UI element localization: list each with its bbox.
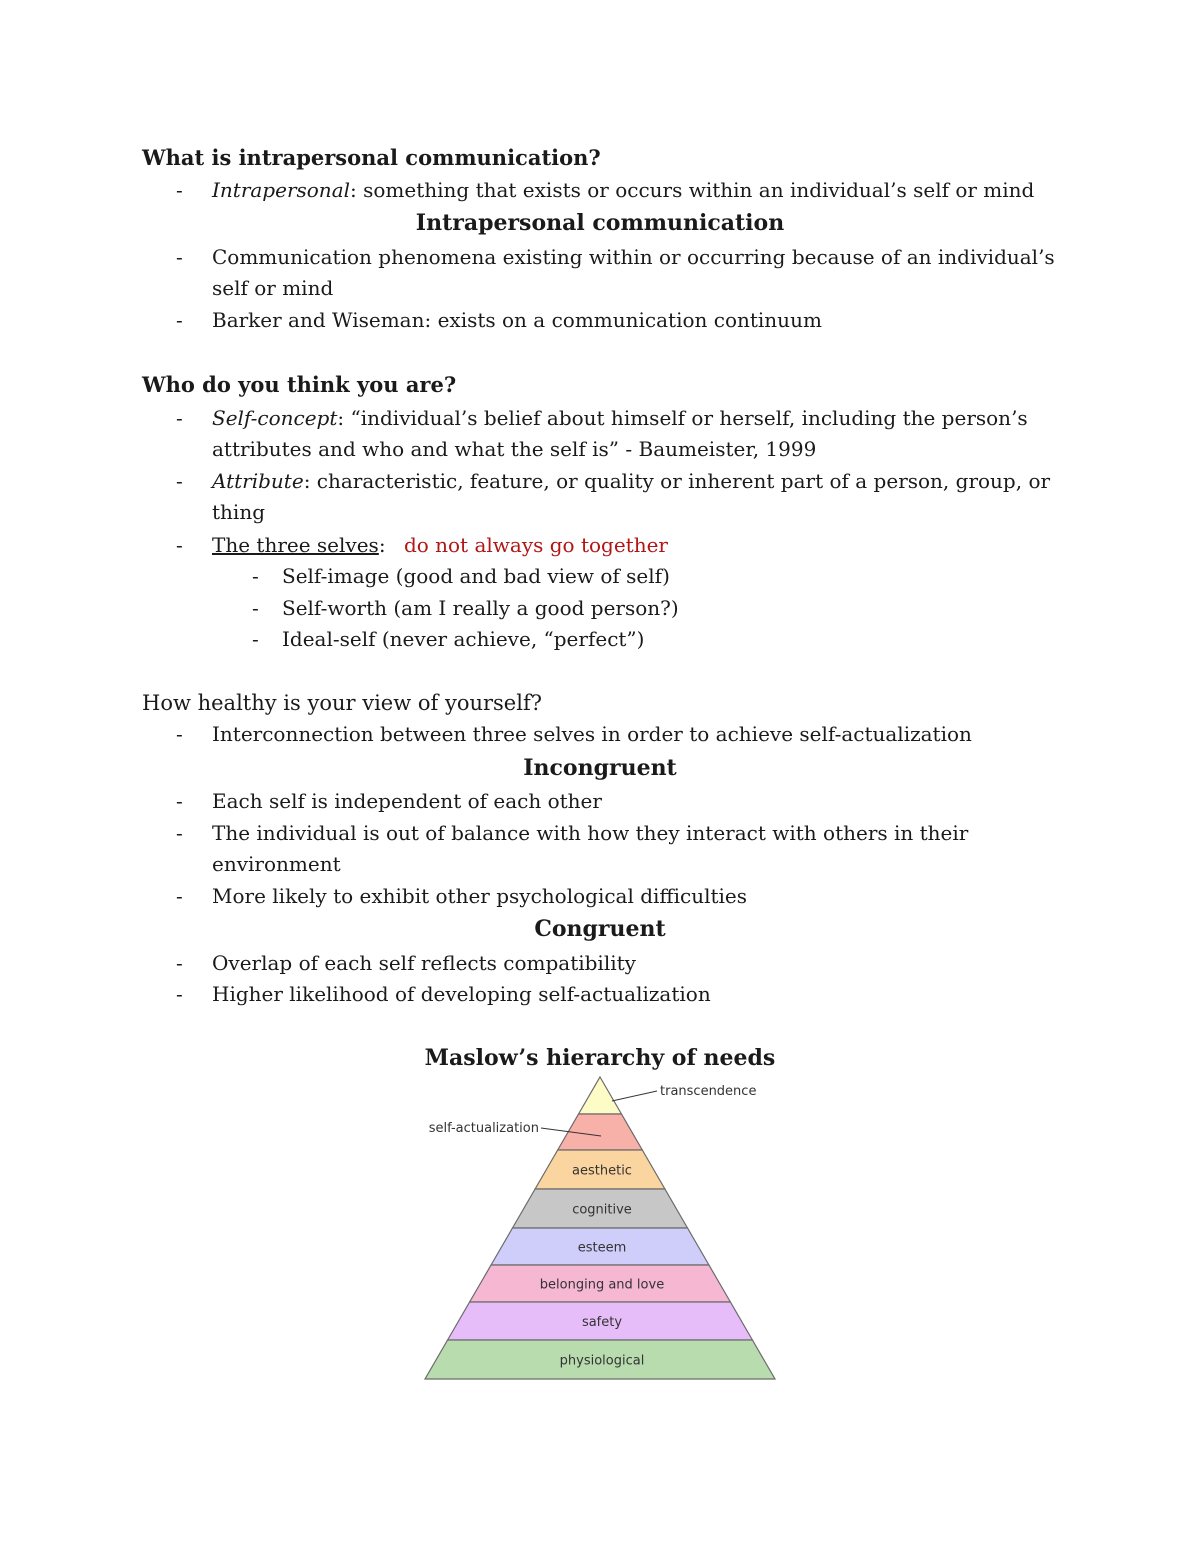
term-attribute: Attribute [212,469,304,493]
figure-title: Maslow’s hierarchy of needs [424,1045,776,1071]
sub-list-item-text: Ideal-self (never achieve, “perfect”) [282,627,645,651]
bullet-dash: - [176,406,183,430]
section-heading-healthy-view: How healthy is your view of yourself? [142,691,542,715]
list-item-text: More likely to exhibit other psychological difficulties [212,884,748,908]
section-heading-intrapersonal: What is intrapersonal communication? [142,145,601,170]
bullet-dash: - [252,627,259,651]
bullet-dash: - [176,469,183,493]
pyramid-level-label: belonging and love [539,1277,665,1293]
bullet-dash: - [176,789,183,813]
callout-label-transcendence: transcendence [660,1084,757,1099]
sub-list-item-text: Self-image (good and bad view of self) [282,564,670,588]
list-item-text: The individual is out of balance with how they interact with others in their environment [212,821,969,876]
pyramid-level-label: aesthetic [572,1163,632,1179]
definition-text: : characteristic, feature, or quality or inherent part of a person, group, or thing [212,469,1051,524]
callout-line-transcendence [612,1091,657,1101]
subheading-intrapersonal-communication: Intrapersonal communication [415,210,785,236]
bullet-dash: - [176,178,183,202]
bullet-dash: - [176,245,183,269]
pyramid-level-label: physiological [559,1353,645,1369]
bullet-dash: - [176,951,183,975]
list-item-text: Communication phenomena existing within or occurring because of an individual’s self or mind [212,245,1055,300]
pyramid-level-0 [579,1077,622,1114]
bullet-dash: - [176,308,183,332]
section-heading-who-are-you: Who do you think you are? [142,372,457,397]
list-item-text: Higher likelihood of developing self-actualization [212,982,711,1006]
subheading-congruent: Congruent [534,916,666,942]
three-selves-label: The three selves [212,533,379,557]
list-item-text: Interconnection between three selves in order to achieve self-actualization [212,722,972,746]
bullet-dash: - [176,821,183,845]
subheading-incongruent: Incongruent [523,755,677,781]
list-item-text: Overlap of each self reflects compatibility [212,951,636,975]
bullet-dash: - [176,982,183,1006]
list-item-text: Barker and Wiseman: exists on a communication continuum [212,308,822,332]
pyramid-level-label: cognitive [572,1202,632,1218]
bullet-dash: - [252,596,259,620]
bullet-dash: - [176,533,183,557]
pyramid-level-label: safety [581,1315,623,1330]
bullet-dash: - [176,722,183,746]
sub-list-item-text: Self-worth (am I really a good person?) [282,596,679,620]
term-intrapersonal: Intrapersonal [212,178,351,202]
bullet-dash: - [252,564,259,588]
callout-label-self-actualization: self-actualization [428,1121,539,1136]
pyramid-level-label: esteem [577,1240,627,1256]
three-selves-colon: : [378,533,386,557]
three-selves-note: do not always go together [403,533,668,557]
term-self-concept: Self-concept [212,406,338,430]
bullet-dash: - [176,884,183,908]
list-item-text: Each self is independent of each other [212,789,602,813]
definition-text: : “individual’s belief about himself or herself, including the person’s attributes and who and what the self is” - Baumeister, 1999 [212,406,1028,461]
definition-text: : something that exists or occurs within an individual’s self or mind [350,178,1035,202]
